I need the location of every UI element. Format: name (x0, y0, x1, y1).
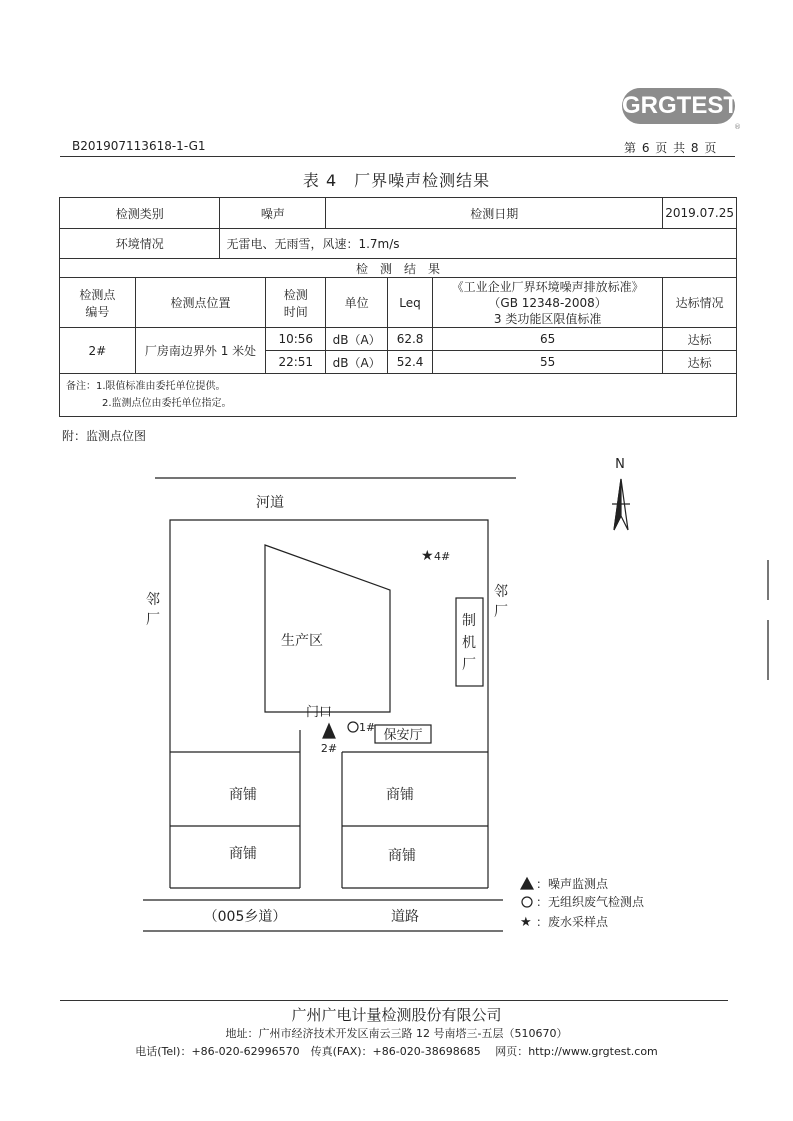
col-time: 检测 时间 (266, 278, 326, 328)
legend-gas: ：无组织废气检测点 (536, 895, 645, 909)
legend-noise: ：噪声监测点 (536, 877, 609, 891)
river-label: 河道 (256, 495, 284, 511)
legend-water-star-icon: ★ (520, 915, 532, 930)
row2-limit: 55 (433, 351, 663, 374)
category-value: 噪声 (220, 198, 326, 229)
site-boundary (170, 520, 488, 888)
factory-char-3: 厂 (462, 657, 476, 673)
noise-point-triangle-icon (323, 724, 335, 738)
col-point-no: 检测点 编号 (60, 278, 136, 328)
legend-gas-circle-icon (522, 897, 532, 907)
company-address: 地址：广州市经济技术开发区南云三路 12 号南塔三-五层（510670） (225, 1027, 568, 1040)
legend-noise-triangle-icon (521, 878, 533, 889)
township-road-label: （005乡道） (203, 909, 287, 925)
road-label: 道路 (391, 909, 419, 925)
row1-limit: 65 (433, 328, 663, 351)
col-compliance: 达标情况 (663, 278, 737, 328)
legend-water: ：废水采样点 (536, 915, 609, 929)
neighbor-right-1: 邻 (494, 584, 508, 600)
shop-label: 商铺 (388, 848, 416, 864)
col-location: 检测点位置 (135, 278, 266, 328)
north-label: N (615, 457, 625, 472)
env-label: 环境情况 (60, 229, 220, 259)
page-info: 第 6 页 共 8 页 (624, 141, 718, 155)
gate-label: 门口 (305, 705, 333, 720)
noise-point-label: 2# (320, 742, 338, 755)
north-arrow-icon (612, 479, 630, 530)
env-value: 无雷电、无雨雪，风速：1.7m/s (220, 229, 737, 259)
production-area-label: 生产区 (281, 633, 323, 649)
col-standard: 《工业企业厂界环境噪声排放标准》 （GB 12348-2008） 3 类功能区限值标准 (433, 278, 663, 328)
footer-divider (60, 1000, 728, 1001)
col-unit: 单位 (326, 278, 388, 328)
row1-unit: dB（A） (326, 328, 388, 351)
shop-label: 商铺 (386, 787, 414, 803)
registered-mark: ® (734, 123, 741, 131)
water-point-label: 4# (434, 550, 451, 563)
date-label: 检测日期 (326, 198, 663, 229)
row2-unit: dB（A） (326, 351, 388, 374)
production-area (265, 545, 390, 712)
shop-label: 商铺 (229, 846, 257, 862)
gas-point-circle-icon (348, 722, 358, 732)
date-value: 2019.07.25 (663, 198, 737, 229)
grgtest-logo: GRGTEST (622, 88, 735, 124)
report-number: B201907113618-1-G1 (72, 139, 206, 153)
results-heading: 检 测 结 果 (60, 259, 737, 278)
edge-seal-marks (764, 560, 786, 680)
row1-status: 达标 (663, 328, 737, 351)
neighbor-left-1: 邻 (146, 592, 160, 608)
factory-char-1: 制 (462, 613, 476, 629)
factory-char-2: 机 (462, 635, 476, 651)
neighbor-right-2: 厂 (494, 604, 508, 620)
table-title: 表 4 厂界噪声检测结果 (302, 171, 491, 190)
attachment-label: 附：监测点位图 (62, 429, 147, 443)
point-id: 2# (60, 328, 136, 374)
gas-point-label: 1# (359, 721, 376, 734)
company-contact: 电话(Tel)：+86-020-62996570 传真(FAX)：+86-020-38698685 网页：http://www.grgtest.com (135, 1045, 658, 1058)
row1-time: 10:56 (266, 328, 326, 351)
point-location: 厂房南边界外 1 米处 (135, 328, 266, 374)
row1-leq: 62.8 (388, 328, 433, 351)
category-label: 检测类别 (60, 198, 220, 229)
neighbor-left-2: 厂 (146, 612, 160, 628)
shop-label: 商铺 (229, 787, 257, 803)
row2-time: 22:51 (266, 351, 326, 374)
row2-leq: 52.4 (388, 351, 433, 374)
security-room-label: 保安厅 (383, 728, 423, 743)
table-notes: 备注：1.限值标准由委托单位提供。 2.监测点位由委托单位指定。 (60, 374, 737, 417)
company-name: 广州广电计量检测股份有限公司 (291, 1006, 502, 1024)
col-leq: Leq (388, 278, 433, 328)
water-sample-star-icon: ★ (421, 548, 434, 564)
row2-status: 达标 (663, 351, 737, 374)
